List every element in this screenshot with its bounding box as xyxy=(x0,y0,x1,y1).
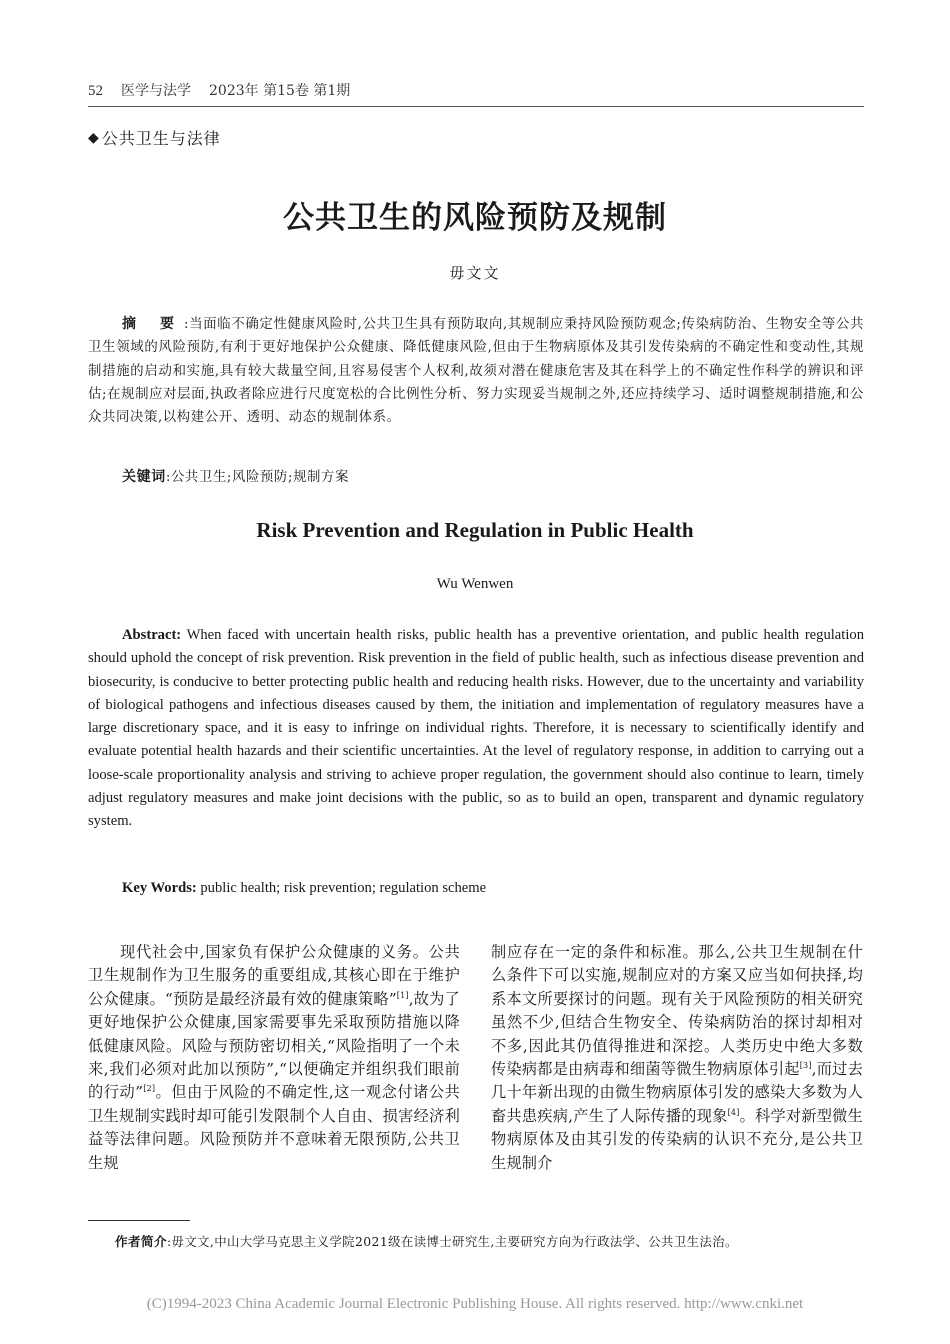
keywords-en xyxy=(122,880,864,897)
issue-info: 2023年 第15卷 第1期 xyxy=(209,83,351,99)
abstract-en xyxy=(88,624,864,834)
section-label xyxy=(88,126,221,149)
keywords-cn-label: 关键词 xyxy=(122,468,166,484)
section-title: 公共卫生与法律 xyxy=(101,129,221,148)
body-text: 现代社会中,国家负有保护公众健康的义务。公共卫生规制作为卫生服务的重要组成,其核心即在于维护公众健康。“预防是最经济最有效的健康策略” xyxy=(88,943,460,1008)
body-text: 。但由于风险的不确定性,这一观念付诸公共卫生规制实践时却可能引发限制个人自由、损害经济利益等法律问题。风险预防并不意味着无限预防,公共卫生规 xyxy=(88,1083,460,1172)
footnote-label: 作者简介 xyxy=(115,1235,167,1249)
keywords-en-text: public health; risk prevention; regulation scheme xyxy=(196,880,487,896)
author-cn: 毋文文 xyxy=(449,264,501,282)
keywords-cn xyxy=(122,466,864,486)
citation-ref[interactable]: [4] xyxy=(727,1107,740,1117)
footnote-text: :毋文文,中山大学马克思主义学院2021级在读博士研究生,主要研究方向为行政法学、公共卫生法治。 xyxy=(166,1234,738,1249)
article-title-cn: 公共卫生的风险预防及规制 xyxy=(283,200,667,236)
body-column-left xyxy=(88,941,460,1175)
body-text: 。科学对新型微生物病原体及由其引发的传染病的认识不充分,是公共卫生规制介 xyxy=(491,1106,864,1172)
article-title-en: Risk Prevention and Regulation in Public Health xyxy=(256,518,694,542)
citation-ref[interactable]: [1] xyxy=(396,990,409,1000)
citation-ref[interactable]: [2] xyxy=(143,1084,156,1094)
footnote-divider xyxy=(88,1220,190,1221)
abstract-en-label: Abstract: xyxy=(122,627,182,643)
copyright-watermark: (C)1994-2023 China Academic Journal Electronic Publishing House. All rights reserved. http://www.cnki.net xyxy=(146,1296,804,1312)
body-text: ,而过去几十年新出现的由微生物病原体引发的感染大多数为人畜共患疾病,产生了人际传播的现象 xyxy=(491,1060,863,1125)
author-footnote xyxy=(115,1231,865,1250)
author-en: Wu Wenwen xyxy=(436,576,514,592)
citation-ref[interactable]: [3] xyxy=(799,1060,812,1070)
diamond-icon: ◆ xyxy=(88,129,100,146)
running-head xyxy=(88,80,864,107)
page-number: 52 xyxy=(88,83,103,99)
abstract-cn-text: :当面临不确定性健康风险时,公共卫生具有预防取向,其规制应秉持风险预防观念;传染病防治、生物安全等公共卫生领域的风险预防,有利于更好地保护公众健康、降低健康风险,但由于生物病原体及其引发传染病的不确定性和变动性,其规制措施的启动和实施,具有较大裁量空间,且容易侵害个人权利,故须对潜在健康危害及其在科学上的不确定性作科学的辨识和评估;在规制应对层面,执政者除应进行尺度宽松的合比例性分析、努力实现妥当规制之外,还应持续学习、适时调整规制措施,和公众共同决策,以构建公开、透明、动态的规制体系。 xyxy=(88,317,864,426)
body-text: ,故为了更好地保护公众健康,国家需要事先采取预防措施以降低健康风险。风险与预防密切相关,“风险指明了一个未来,我们必须对此加以预防”,“以便确定并组织我们眼前的行动” xyxy=(88,989,460,1102)
keywords-en-label: Key Words: xyxy=(122,880,197,896)
abstract-en-text: When faced with uncertain health risks, public health has a preventive orientation, and public health regulation should uphold the concept of risk prevention. Risk prevention in the field of public health, such as infectious disease prevention and biosecurity, is conducive to better protecting public health and reducing health risks. However, due to the uncertainty and variability of biological pathogens and infectious diseases caused by them, the initiation and implementation of regulatory measures have a large discretionary space, and it is easy to infringe on individual rights. Therefore, it is necessary to scientifically identify and evaluate potential health hazards and their scientific uncertainties. At the level of regulatory response, in addition to carrying out a loose-scale proportionality analysis and striving to achieve proper regulation, the government should also continue to learn, timely adjust regulatory measures and make joint decisions with the public, so as to build an open, transparent and dynamic regulatory system. xyxy=(88,627,864,830)
journal-name: 医学与法学 xyxy=(121,83,191,99)
body-text: 制应存在一定的条件和标准。那么,公共卫生规制在什么条件下可以实施,规制应对的方案又应当如何抉择,均系本文所要探讨的问题。现有关于风险预防的相关研究虽然不少,但结合生物安全、传染病防治的探讨却相对不多,因此其仍值得推进和深挖。人类历史中绝大多数传染病都是由病毒和细菌等微生物病原体引起 xyxy=(491,943,863,1079)
abstract-cn-label: 摘 要 xyxy=(122,315,185,331)
body-column-right xyxy=(491,941,863,1175)
abstract-cn xyxy=(88,312,864,429)
keywords-cn-text: :公共卫生;风险预防;规制方案 xyxy=(165,470,350,485)
